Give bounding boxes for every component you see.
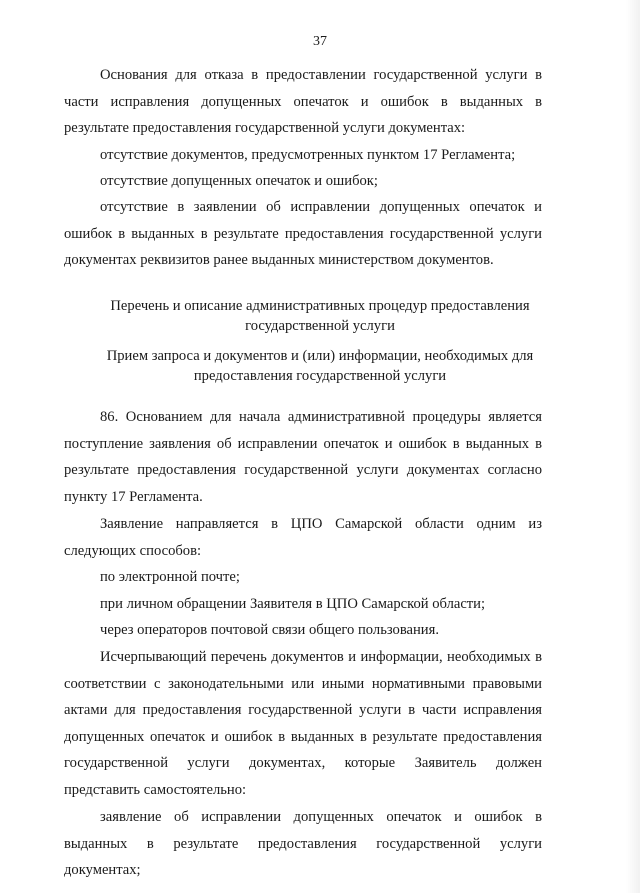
paragraph-86: 86. Основанием для начала административной процедуры является поступление заявления об исправлении опечаток и ошибок в выданных в результате предоставления государственной услуги документах согласно пункту 17 Регламента. [64, 409, 542, 505]
missing-requisites-paragraph: отсутствие в заявлении об исправлении допущенных опечаток и ошибок в выданных в результате предоставления государственной услуги документах реквизитов ранее выданных министерством документов. [64, 199, 542, 268]
required-documents-paragraph: Исчерпывающий перечень документов и информации, необходимых в соответствии с законодательными или иными нормативными правовыми актами для предоставления государственной услуги в части исправления допущенных опечаток и ошибок в выданных в результате предоставления государственной услуги документах, которые Заявитель должен представить самостоятельно: [64, 649, 542, 798]
refusal-grounds-paragraph: Основания для отказа в предоставлении государственной услуги в части исправления допущенных опечаток и ошибок в выданных в результате предоставления государственной услуги документах: [64, 67, 542, 136]
application-paragraph: заявление об исправлении допущенных опечаток и ошибок в выданных в результате предоставления государственной услуги документах; [64, 809, 542, 878]
list-item-no-documents: отсутствие документов, предусмотренных пунктом 17 Регламента; [100, 147, 516, 163]
list-item-no-errors: отсутствие допущенных опечаток и ошибок; [100, 173, 378, 189]
list-item-postal: через операторов почтовой связи общего пользования. [100, 622, 439, 638]
section-heading-procedures: Перечень и описание административных процедур предоставления государственной услуги [110, 298, 530, 334]
page-number: 37 [313, 34, 327, 49]
submission-methods-paragraph: Заявление направляется в ЦПО Самарской области одним из следующих способов: [64, 516, 542, 559]
scan-edge-shadow [626, 0, 640, 893]
list-item-email: по электронной почте; [100, 569, 240, 585]
subsection-heading-request-intake: Прием запроса и документов и (или) информации, необходимых для предоставления государственной услуги [106, 348, 534, 384]
list-item-in-person: при личном обращении Заявителя в ЦПО Самарской области; [100, 596, 486, 612]
